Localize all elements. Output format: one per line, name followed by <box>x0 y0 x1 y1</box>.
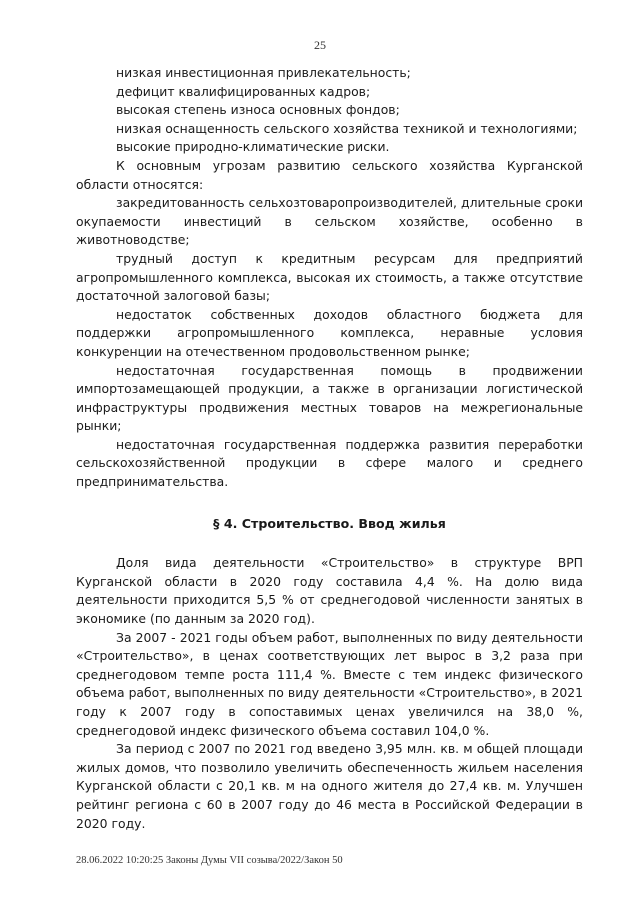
list-item: недостаточная государственная поддержка развития переработки сельскохозяйственной продукции в сфере малого и среднего предпринимательства. <box>76 436 583 490</box>
list-item: трудный доступ к кредитным ресурсам для предприятий агропромышленного комплекса, высокая их стоимость, а также отсутствие достаточной залоговой базы; <box>76 250 583 304</box>
list-item: высокие природно-климатические риски. <box>116 139 390 155</box>
list-item: закредитованность сельхозтоваропроизводителей, длительные сроки окупаемости инвестиций в сельском хозяйстве, особенно в животноводстве; <box>76 195 583 248</box>
list-item: низкая оснащенность сельского хозяйства техникой и технологиями; <box>116 120 578 136</box>
page-body <box>76 64 583 833</box>
section-body <box>76 554 583 833</box>
threats-intro: К основным угрозам развитию сельского хозяйства Курганской области относятся: <box>76 157 583 192</box>
paragraph: За период с 2007 по 2021 год введено 3,95 млн. кв. м общей площади жилых домов, что позволило увеличить обеспеченность жильем населения Курганской области с 20,1 кв. м на одного жителя до 27,4 кв. м. Улучшен рейтинг региона с 60 в 2007 году до 46 места в Российской Федерации в 2020 году. <box>76 741 583 831</box>
list-item: высокая степень износа основных фондов; <box>116 102 400 118</box>
threats-list <box>76 194 583 492</box>
weaknesses-list <box>76 64 583 157</box>
list-item: недостаток собственных доходов областного бюджета для поддержки агропромышленного комплекса, неравные условия конкуренции на отечественном продовольственном рынке; <box>76 306 583 359</box>
list-item: недостаточная государственная помощь в продвижении импортозамещающей продукции, а также в организации логистической инфраструктуры продвижения местных товаров на межрегиональные рынки; <box>76 362 583 434</box>
paragraph: Доля вида деятельности «Строительство» в структуре ВРП Курганской области в 2020 году составила 4,4 %. На долю вида деятельности приходится 5,5 % от среднегодовой численности занятых в экономике (по данным за 2020 год). <box>76 555 583 627</box>
list-item: дефицит квалифицированных кадров; <box>116 83 371 99</box>
paragraph: За 2007 - 2021 годы объем работ, выполненных по виду деятельности «Строительство», в ценах соответствующих лет вырос в 3,2 раза при среднегодовом темпе роста 111,4 %. Вместе с тем индекс физического объема работ, выполненных по виду деятельности «Строительство», в 2021 году к 2007 году в сопоставимых ценах увеличился на 38,0 %, среднегодовой индекс физического объема составил 104,0 %. <box>76 629 583 738</box>
section-heading: § 4. Строительство. Ввод жилья <box>213 515 446 531</box>
page-number: 25 <box>314 38 326 52</box>
list-item: низкая инвестиционная привлекательность; <box>116 65 411 80</box>
document-footer: 28.06.2022 10:20:25 Законы Думы VII созыва/2022/Закон 50 <box>76 855 343 866</box>
